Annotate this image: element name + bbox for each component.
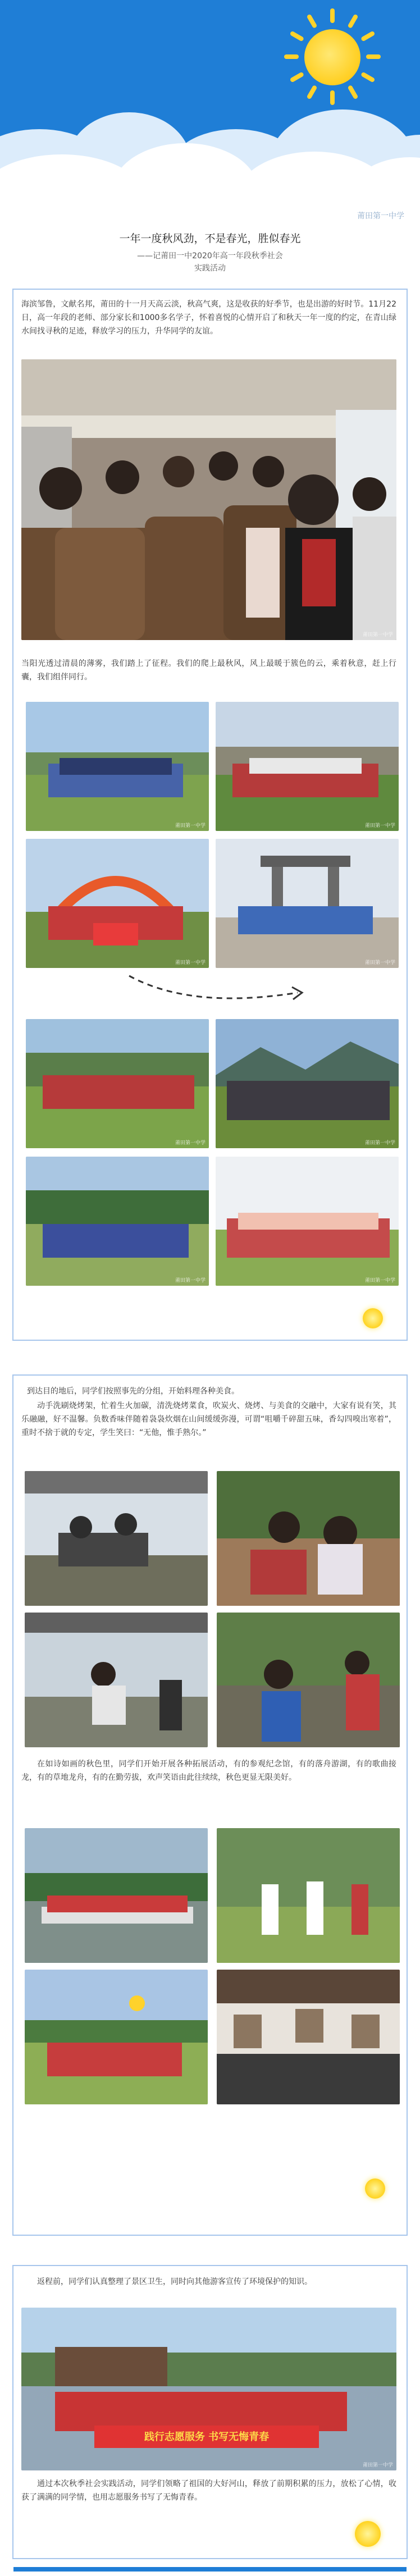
photo-watermark: 莆田第一中学: [364, 1140, 395, 1146]
cleanup-paragraph: 返程前，同学们认真整理了景区卫生，同时向其他游客宣传了环境保护的知识。: [37, 2277, 312, 2286]
bottom-bar: [13, 2567, 407, 2572]
sun-icon: [363, 1308, 383, 1328]
group-photo-8: [216, 1157, 399, 1286]
title-line-3: 实践活动: [194, 264, 226, 273]
closing-paragraph: 通过本次秋季社会实践活动，同学们领略了祖国的大好河山，释放了前期积累的压力，放松了心情，收获了满满的同学情，也用志愿服务书写了无悔青春。: [21, 2479, 396, 2502]
activity-photo-1: [25, 1828, 208, 1963]
activity-photo-2: [217, 1828, 400, 1963]
journey-paragraph: 当阳光透过清晨的薄雾，我们踏上了征程。我们的爬上最秋风，风上最暖于簇色的云，乘着秋意，赶上行囊，我们组伴同行。: [21, 659, 396, 682]
arrival-paragraph: 到达目的地后，同学们按照事先的分组，开始料理各种美食。: [27, 1387, 239, 1396]
photo-watermark: 莆田第一中学: [175, 1278, 206, 1284]
activity-photo-3: [25, 1970, 208, 2104]
group-photo-2: [216, 702, 399, 831]
header-watermark: 莆田第一中学: [357, 212, 404, 221]
photo-watermark: 莆田第一中学: [175, 960, 206, 966]
bus-photo: [21, 359, 396, 640]
volunteer-banner: 践行志愿服务 书写无悔青春: [144, 2431, 270, 2443]
group-photo-5: [26, 1019, 209, 1148]
photo-watermark: 莆田第一中学: [364, 960, 395, 966]
activity-photo-4: [217, 1970, 400, 2104]
photo-watermark: 莆田第一中学: [362, 2463, 393, 2468]
sun-icon: [355, 2521, 381, 2547]
photo-watermark: 莆田第一中学: [364, 823, 395, 829]
header-banner: [0, 0, 420, 202]
activities-paragraph: 在如诗如画的秋色里，同学们开始开展各种拓展活动，有的参观纪念馆，有的落舟游湖，有的歌曲接龙，有的草地龙舟，有的在勤劳拔，欢声笑语由此往续续，秋色更显无限美好。: [21, 1760, 396, 1782]
group-photo-4: [216, 839, 399, 968]
bbq-photo-4: [217, 1613, 400, 1747]
sun-icon: [304, 29, 360, 85]
bbq-photo-1: [25, 1471, 208, 1606]
barbecue-paragraph: 动手洗刷烧烤架，忙着生火加碳，清洗烧烤菜食，吹炭火、烧烤、与美食的交融中，大家有说有笑，其乐融融，好不温馨。负数香味伴随着袅袅炊烟在山间缓缓弥漫，可谓“咀嚼千碎甜五味，香勾四嗅出寒着”，重时不捨于就的专定，学生笑曰：“无他，惟手熟尔。”: [21, 1401, 396, 1437]
photo-watermark: 莆田第一中学: [175, 823, 206, 829]
group-photo-1: [26, 702, 209, 831]
bbq-photo-2: [217, 1471, 400, 1606]
bus-photo-watermark: 莆田第一中学: [362, 632, 393, 638]
bbq-photo-3: [25, 1613, 208, 1747]
group-photo-7: [26, 1157, 209, 1286]
volunteer-photo: [21, 2308, 396, 2470]
group-photo-3: [26, 839, 209, 968]
article-title: [0, 230, 420, 275]
sun-icon: [365, 2178, 385, 2199]
group-photo-6: [216, 1019, 399, 1148]
dashed-arrow-icon: [124, 970, 314, 1015]
title-line-2: ——记莆田一中2020年高一年段秋季社会: [137, 252, 283, 261]
title-line-1: 一年一度秋风劲，不是春光，胜似春光: [119, 232, 301, 245]
photo-watermark: 莆田第一中学: [364, 1278, 395, 1284]
photo-watermark: 莆田第一中学: [175, 1140, 206, 1146]
intro-paragraph: 海滨邹鲁，文献名邦，莆田的十一月天高云淡，秋高气爽，这是收获的好季节，也是出游的好时节。11月22日，高一年段的老师、部分家长和1000多名学子，怀着喜悦的心情开启了和秋天一年一度的约定，在青山绿水间找寻秋的足迹，释放学习的压力，升华同学的友谊。: [21, 300, 396, 336]
